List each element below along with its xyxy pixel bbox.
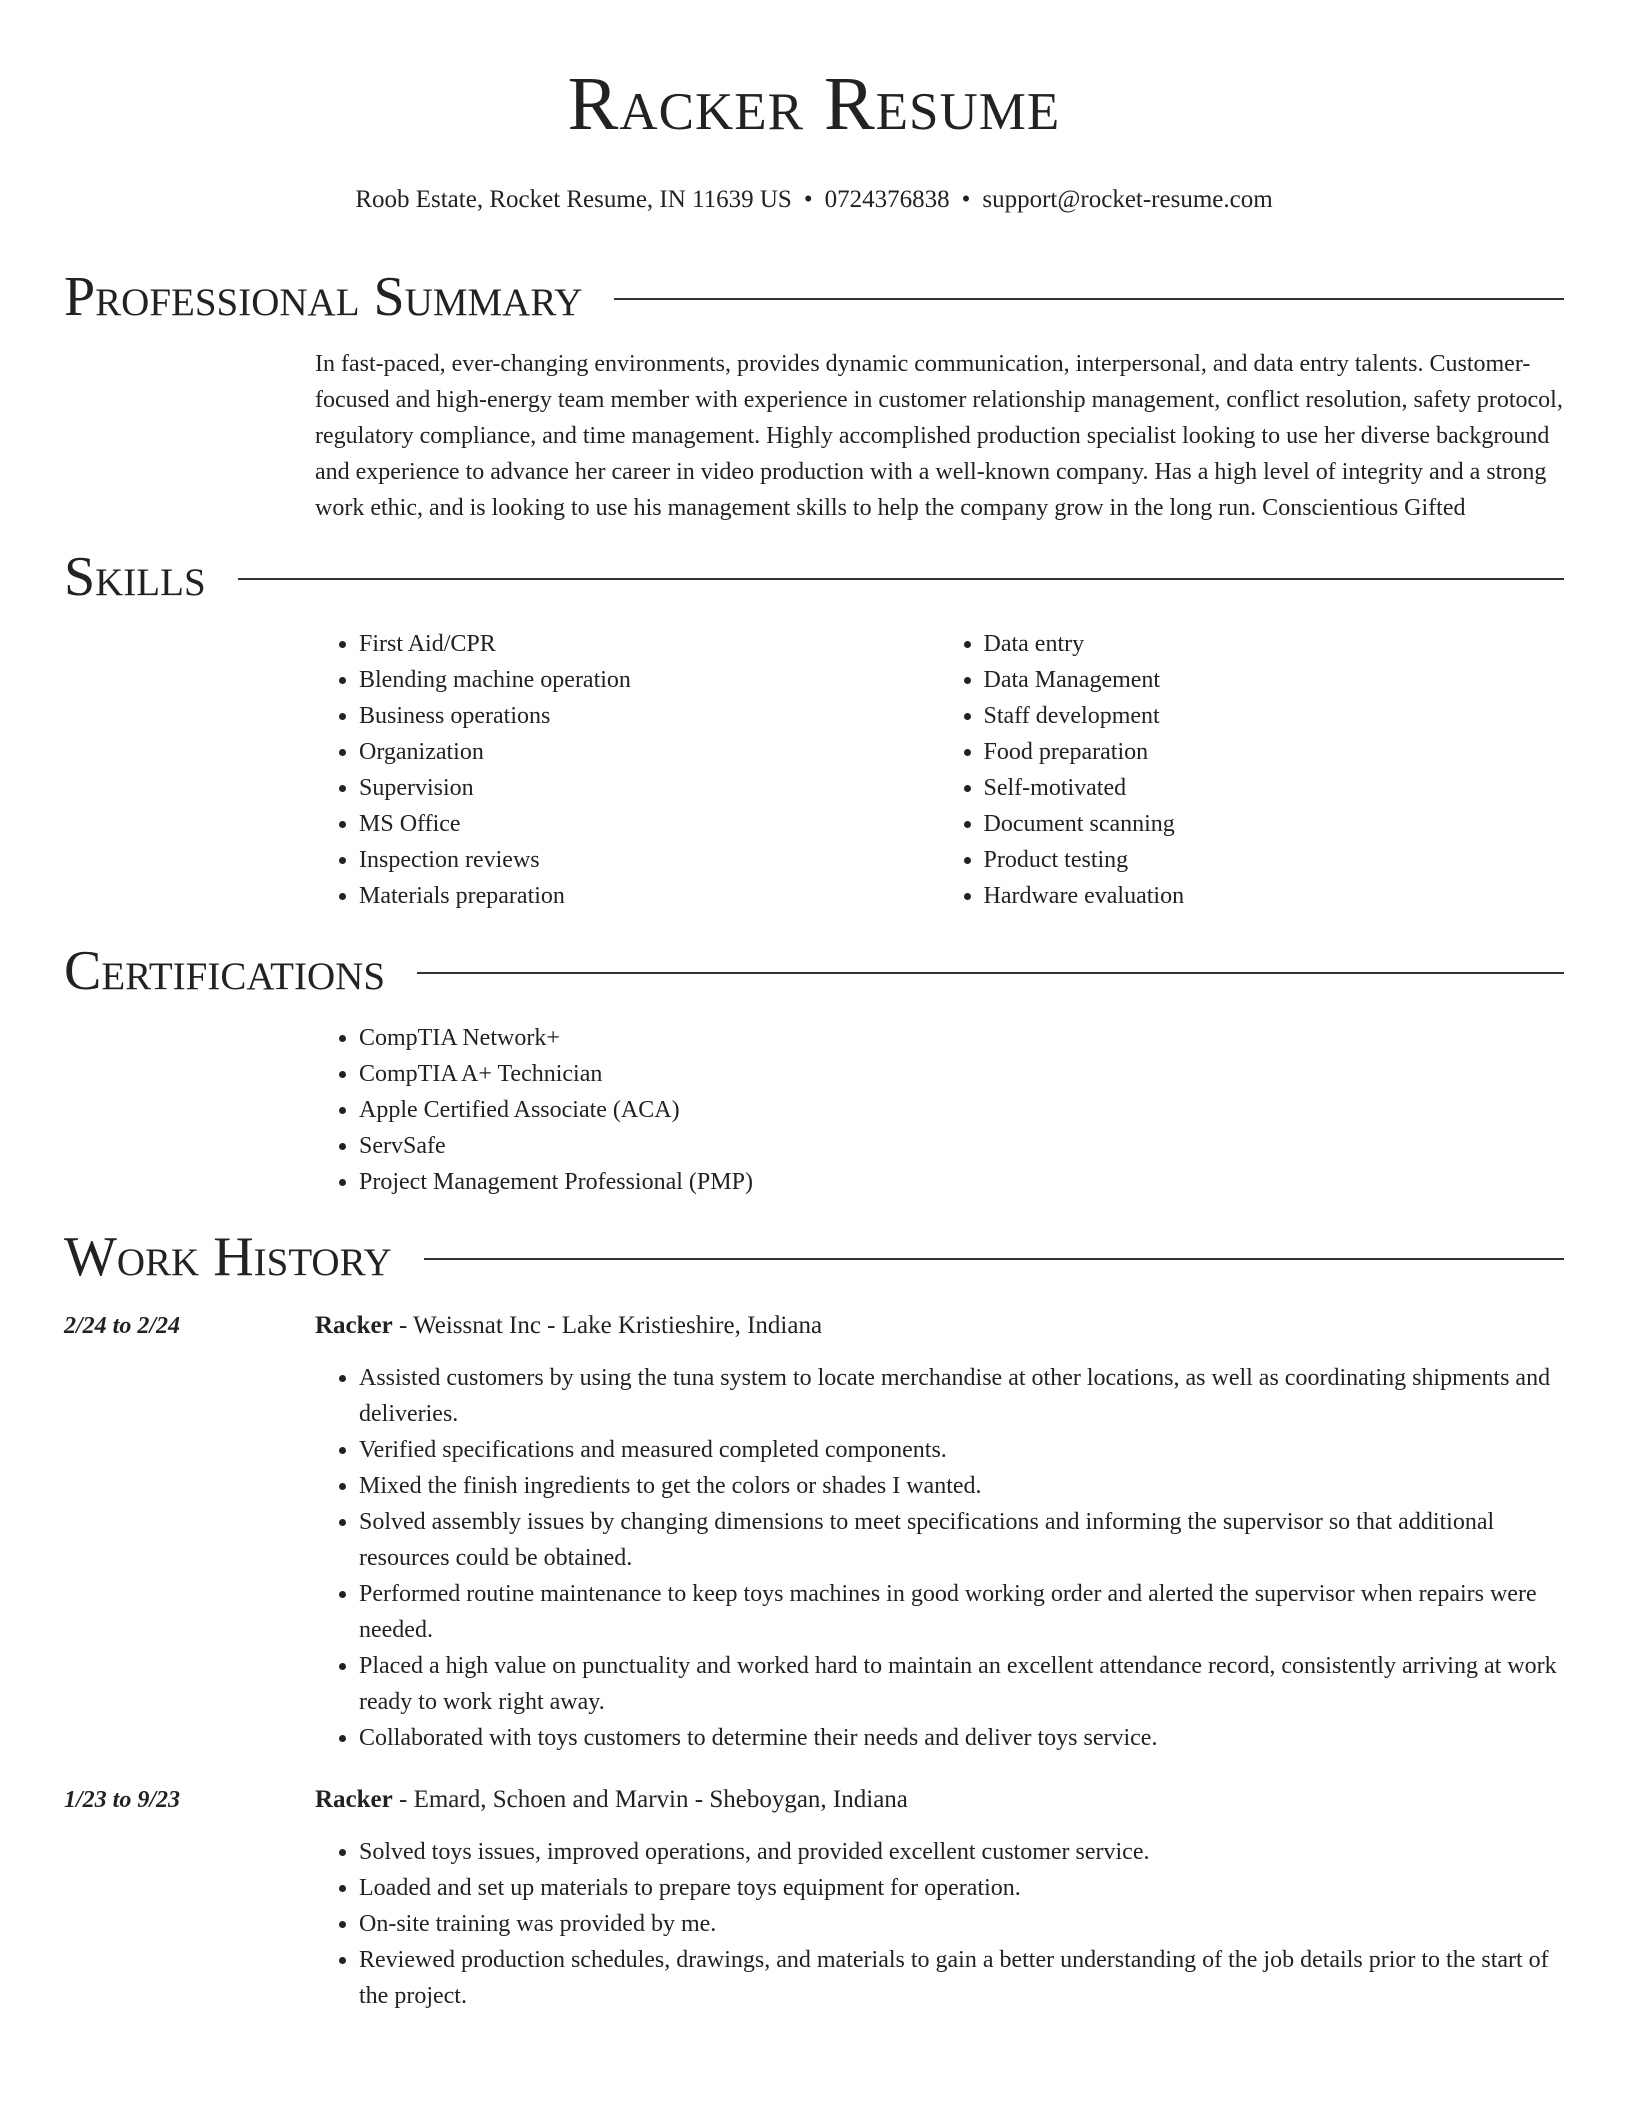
- job-title-line: [315, 1782, 1564, 1818]
- job-bullet: • Assisted customers by using the tuna system to locate merchandise at other locations, as well as coordinating shipments and deliveries.: [359, 1360, 1564, 1432]
- job-bullet: • Solved toys issues, improved operations, and provided excellent customer service.: [359, 1834, 1564, 1870]
- job-title: Racker: [315, 1312, 393, 1339]
- job-bullet: • On-site training was provided by me.: [359, 1906, 1564, 1942]
- skills-section-header: [64, 546, 1564, 608]
- skill-item: • Inspection reviews: [359, 842, 940, 878]
- certifications-list: [315, 1020, 1564, 1200]
- certifications-heading: Certifications: [64, 940, 386, 1002]
- contact-line: [64, 184, 1564, 216]
- skill-item: • Self-motivated: [984, 770, 1565, 806]
- job-bullet: • Performed routine maintenance to keep toys machines in good working order and alerted the supervisor when repairs were needed.: [359, 1576, 1564, 1648]
- work-section-header: [64, 1226, 1564, 1288]
- job-bullet: • Collaborated with toys customers to determine their needs and deliver toys service.: [359, 1720, 1564, 1756]
- certifications-block: [315, 1020, 1564, 1200]
- skill-item: • Product testing: [984, 842, 1565, 878]
- skill-item: • Materials preparation: [359, 878, 940, 914]
- skill-item: • Supervision: [359, 770, 940, 806]
- job-bullet: • Mixed the finish ingredients to get the colors or shades I wanted.: [359, 1468, 1564, 1504]
- contact-separator: •: [961, 186, 971, 213]
- job-bullet: • Placed a high value on punctuality and worked hard to maintain an excellent attendance record, consistently arriving at work ready to work right away.: [359, 1648, 1564, 1720]
- work-heading: Work History: [64, 1226, 392, 1288]
- job-title-line: [315, 1308, 1564, 1344]
- resume-page: [64, 0, 1564, 2014]
- section-divider: [424, 1258, 1564, 1260]
- summary-text: In fast-paced, ever-changing environments, provides dynamic communication, interpersonal, and data entry talents. Customer-focused and high-energy team member with experience in customer relationship management, conflict resolution, safety protocol, regulatory compliance, and time management. Highly accomplished production specialist looking to use her diverse background and experience to advance her career in video production with a well-known company. Has a high level of integrity and a strong work ethic, and is looking to use his management skills to help the company grow in the long run. Conscientious Gifted: [315, 351, 1563, 521]
- skill-item: • Food preparation: [984, 734, 1565, 770]
- job-employer: - Emard, Schoen and Marvin - Sheboygan, Indiana: [392, 1786, 908, 1813]
- job-entry: [64, 1782, 1564, 2014]
- summary-heading: Professional Summary: [64, 266, 583, 328]
- skill-item: • Document scanning: [984, 806, 1565, 842]
- job-dates: 1/23 to 9/23: [64, 1787, 181, 1813]
- section-divider: [417, 972, 1564, 974]
- section-divider: [614, 298, 1564, 300]
- job-dates: 2/24 to 2/24: [64, 1313, 181, 1339]
- skill-item: • First Aid/CPR: [359, 626, 940, 662]
- certification-item: • CompTIA A+ Technician: [359, 1056, 1564, 1092]
- skills-list-right: [940, 626, 1565, 914]
- job-bullet: • Loaded and set up materials to prepare toys equipment for operation.: [359, 1870, 1564, 1906]
- skills-heading: Skills: [64, 546, 206, 608]
- job-bullet: • Verified specifications and measured completed components.: [359, 1432, 1564, 1468]
- job-content: [315, 1782, 1564, 2014]
- certification-item: • Project Management Professional (PMP): [359, 1164, 1564, 1200]
- job-bullet: • Solved assembly issues by changing dimensions to meet specifications and informing the supervisor so that additional resources could be obtained.: [359, 1504, 1564, 1576]
- contact-phone: 0724376838: [824, 186, 950, 213]
- skills-list-left: [315, 626, 940, 914]
- job-title: Racker: [315, 1786, 393, 1813]
- resume-name: Racker Resume: [567, 62, 1061, 146]
- skill-item: • Data Management: [984, 662, 1565, 698]
- certification-item: • CompTIA Network+: [359, 1020, 1564, 1056]
- job-entry: [64, 1308, 1564, 1756]
- skill-item: • Business operations: [359, 698, 940, 734]
- skills-columns: [315, 626, 1564, 914]
- skill-item: • Staff development: [984, 698, 1565, 734]
- job-bullets: [315, 1360, 1564, 1756]
- skill-item: • Blending machine operation: [359, 662, 940, 698]
- certification-item: • Apple Certified Associate (ACA): [359, 1092, 1564, 1128]
- job-content: [315, 1308, 1564, 1756]
- contact-address: Roob Estate, Rocket Resume, IN 11639 US: [355, 186, 792, 213]
- job-employer: - Weissnat Inc - Lake Kristieshire, Indiana: [392, 1312, 823, 1339]
- certification-item: • ServSafe: [359, 1128, 1564, 1164]
- skill-item: • Organization: [359, 734, 940, 770]
- skill-item: • MS Office: [359, 806, 940, 842]
- skill-item: • Hardware evaluation: [984, 878, 1565, 914]
- section-divider: [238, 578, 1564, 580]
- certifications-section-header: [64, 940, 1564, 1002]
- job-bullets: [315, 1834, 1564, 2014]
- contact-separator: •: [803, 186, 813, 213]
- contact-email: support@rocket-resume.com: [982, 186, 1273, 213]
- skill-item: • Data entry: [984, 626, 1565, 662]
- job-bullet: • Reviewed production schedules, drawings, and materials to gain a better understanding of the job details prior to the start of the project.: [359, 1942, 1564, 2014]
- summary-section-header: [64, 266, 1564, 328]
